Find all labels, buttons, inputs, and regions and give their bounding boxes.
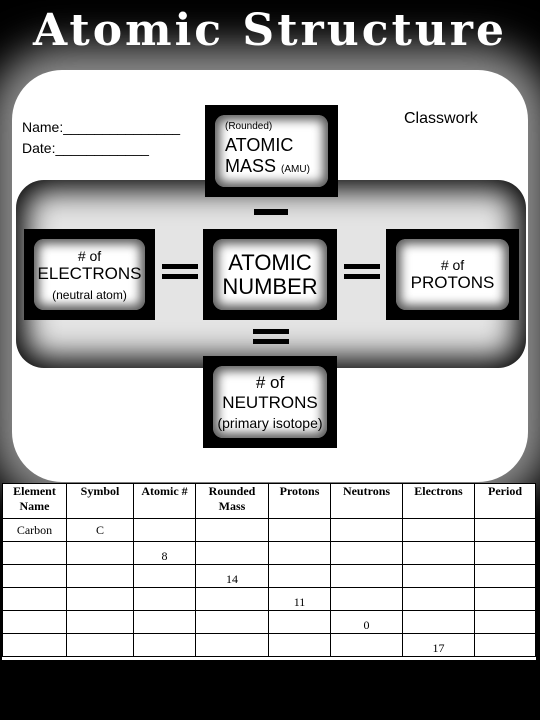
atomic-mass-line2-wrap <box>225 156 310 180</box>
header-symbol: Symbol <box>67 484 134 519</box>
table-row <box>3 588 536 611</box>
table-cell[interactable]: 8 <box>134 542 196 565</box>
table-cell[interactable] <box>403 565 475 588</box>
atomic-mass-line1: ATOMIC <box>225 135 294 155</box>
table-cell[interactable] <box>475 542 536 565</box>
element-table-wrap <box>2 483 536 660</box>
table-cell[interactable] <box>3 588 67 611</box>
electrons-line2: ELECTRONS <box>37 263 142 283</box>
table-cell[interactable] <box>403 519 475 542</box>
neutrons-box <box>203 356 337 448</box>
table-cell[interactable] <box>3 565 67 588</box>
atomic-mass-box <box>205 105 338 197</box>
table-cell[interactable] <box>269 519 331 542</box>
table-cell[interactable] <box>331 634 403 657</box>
date-field[interactable]: Date:____________ <box>22 140 149 156</box>
electrons-line1: # of <box>77 247 102 264</box>
table-cell[interactable]: 0 <box>331 611 403 634</box>
table-row <box>3 611 536 634</box>
table-cell[interactable] <box>67 588 134 611</box>
atomic-mass-line2: MASS <box>225 156 277 176</box>
atomic-number-line2: NUMBER <box>222 273 318 299</box>
table-cell[interactable]: C <box>67 519 134 542</box>
table-header-row <box>3 484 536 519</box>
table-cell[interactable] <box>67 542 134 565</box>
table-cell[interactable] <box>331 588 403 611</box>
table-cell[interactable] <box>196 542 269 565</box>
table-cell[interactable] <box>331 542 403 565</box>
protons-line1: # of <box>440 256 465 273</box>
table-cell[interactable] <box>475 634 536 657</box>
equals-sign-bottom-top <box>253 329 289 334</box>
table-cell[interactable] <box>3 611 67 634</box>
equals-sign-left-bottom <box>162 274 198 279</box>
rounded-note: (Rounded) <box>225 121 273 132</box>
table-cell[interactable] <box>475 611 536 634</box>
table-cell[interactable] <box>269 634 331 657</box>
table-row <box>3 519 536 542</box>
amu-unit: (AMU) <box>281 164 310 175</box>
table-row <box>3 565 536 588</box>
table-cell[interactable] <box>134 565 196 588</box>
table-cell[interactable] <box>196 634 269 657</box>
table-cell[interactable] <box>196 611 269 634</box>
table-cell[interactable] <box>403 588 475 611</box>
table-cell[interactable] <box>269 542 331 565</box>
table-cell[interactable] <box>331 519 403 542</box>
electrons-line3: (neutral atom) <box>52 287 127 302</box>
table-cell[interactable]: 11 <box>269 588 331 611</box>
table-cell[interactable] <box>475 519 536 542</box>
table-cell[interactable] <box>403 542 475 565</box>
table-cell[interactable] <box>269 611 331 634</box>
table-cell[interactable]: Carbon <box>3 519 67 542</box>
table-cell[interactable] <box>67 634 134 657</box>
equals-sign-right-top <box>344 264 380 269</box>
table-cell[interactable]: 14 <box>196 565 269 588</box>
header-period: Period <box>475 484 536 519</box>
electrons-box <box>24 229 155 320</box>
table-row <box>3 634 536 657</box>
table-cell[interactable] <box>134 519 196 542</box>
page-title: Atomic Structure <box>33 5 507 56</box>
table-cell[interactable] <box>269 565 331 588</box>
atomic-number-line1: ATOMIC <box>228 249 312 275</box>
minus-sign <box>254 209 288 215</box>
table-cell[interactable] <box>331 565 403 588</box>
table-cell[interactable] <box>3 542 67 565</box>
table-cell[interactable] <box>3 634 67 657</box>
element-table <box>2 483 536 657</box>
protons-line2: PROTONS <box>410 272 495 292</box>
equals-sign-right-bottom <box>344 274 380 279</box>
protons-box <box>386 229 519 320</box>
equals-sign-left-top <box>162 264 198 269</box>
neutrons-line2: NEUTRONS <box>222 393 318 412</box>
table-cell[interactable] <box>67 611 134 634</box>
neutrons-line1: # of <box>255 373 285 392</box>
table-cell[interactable]: 17 <box>403 634 475 657</box>
table-cell[interactable] <box>196 588 269 611</box>
header-rounded-mass: Rounded Mass <box>196 484 269 519</box>
header-atomic-number: Atomic # <box>134 484 196 519</box>
atomic-number-box <box>203 229 337 320</box>
classwork-label: Classwork <box>404 110 478 127</box>
table-cell[interactable] <box>134 634 196 657</box>
header-protons: Protons <box>269 484 331 519</box>
header-electrons: Electrons <box>403 484 475 519</box>
neutrons-line3: (primary isotope) <box>217 415 323 431</box>
name-field[interactable]: Name:_______________ <box>22 119 181 135</box>
table-cell[interactable] <box>134 611 196 634</box>
table-row <box>3 542 536 565</box>
equals-sign-bottom-bottom <box>253 339 289 344</box>
table-cell[interactable] <box>403 611 475 634</box>
table-cell[interactable] <box>475 588 536 611</box>
table-cell[interactable] <box>475 565 536 588</box>
table-cell[interactable] <box>134 588 196 611</box>
header-neutrons: Neutrons <box>331 484 403 519</box>
table-cell[interactable] <box>196 519 269 542</box>
header-element-name: Element Name <box>3 484 67 519</box>
table-cell[interactable] <box>67 565 134 588</box>
